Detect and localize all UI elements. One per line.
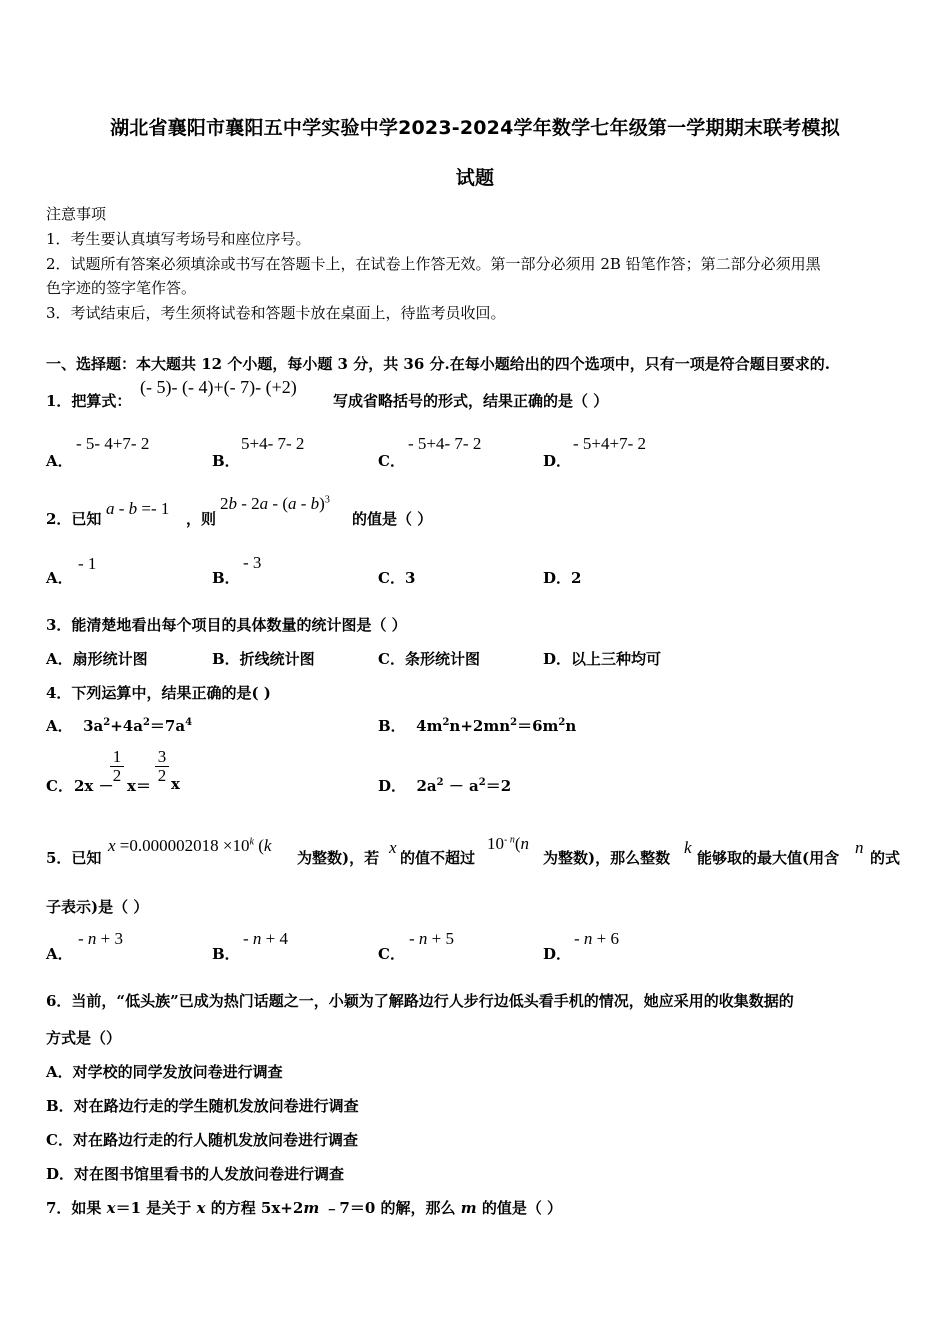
q5-option-b-value: - n + 4 <box>243 929 289 948</box>
q5-text-3: 为整数)，那么整数 <box>543 849 671 867</box>
exam-title-line2: 试题 <box>455 167 495 189</box>
q5-option-b-label: B． <box>212 945 240 963</box>
exam-title-line1: 湖北省襄阳市襄阳五中学实验中学2023-2024学年数学七年级第一学期期末联考模拟 <box>110 117 840 139</box>
q3-option-b: B．折线统计图 <box>212 650 315 668</box>
q2-condition: a - b =- 1 <box>106 499 170 518</box>
q4-option-c-label: C． <box>46 777 73 795</box>
q5-power: $10^{- n}(n$ <box>487 834 530 853</box>
q1-option-b-value: 5+4- 7- 2 <box>241 434 305 453</box>
q5-expression: $x =0.000002018 \times 10^k$ (k <box>108 836 272 855</box>
q3-option-c: C．条形统计图 <box>378 650 480 668</box>
q5-var-k: k <box>684 838 692 857</box>
q5-prefix: 5．已知 <box>46 849 102 867</box>
q2-expression: 2b - 2a - (a - b)$^3$ <box>220 494 330 513</box>
q2-option-d: D．2 <box>543 569 582 587</box>
note-2: 2．试题所有答案必须填涂或书写在答题卡上，在试卷上作答无效。第一部分必须用 2B 铅笔作答；第二部分必须用黑 <box>46 255 821 273</box>
q1-option-c-label: C． <box>378 452 405 470</box>
q1-option-c-value: - 5+4- 7- 2 <box>408 434 482 453</box>
q1-option-b-label: B． <box>212 452 240 470</box>
q4-option-a: A． $3a^2+4a^2=7a^4$ <box>46 717 193 735</box>
q6-option-d: D．对在图书馆里看书的人发放问卷进行调查 <box>46 1165 345 1183</box>
q1-option-d-label: D． <box>543 452 572 470</box>
q2-option-c: C．3 <box>378 569 416 587</box>
q4-option-c-eq: x＝ <box>127 777 151 795</box>
q5-option-a-label: A． <box>46 945 73 963</box>
q3-option-d: D．以上三种均可 <box>543 650 662 668</box>
q1-option-d-value: - 5+4+7- 2 <box>573 434 646 453</box>
q7-stem: 7．如果 x＝1 是关于 x 的方程 5x+2m ﹣7＝0 的解，那么 m 的值是（ ） <box>46 1199 563 1217</box>
q6-option-a: A．对学校的同学发放问卷进行调查 <box>46 1063 283 1081</box>
q4-option-c-2x: 2x － <box>74 777 114 795</box>
q5-text-5: 的式 <box>870 849 901 867</box>
q4-option-c-x: x <box>171 775 180 793</box>
q6-option-c: C．对在路边行走的行人随机发放问卷进行调查 <box>46 1131 358 1149</box>
q2-suffix: 的值是（ ） <box>352 510 433 528</box>
q1-prefix: 1．把算式： <box>46 392 132 410</box>
q4-option-d: D． $2a^2 - a^2=2$ <box>378 777 512 795</box>
q2-option-b-value: - 3 <box>243 553 262 572</box>
q2-then: ，则 <box>186 510 217 528</box>
q5-option-c-value: - n + 5 <box>409 929 455 948</box>
q3-stem: 3．能清楚地看出每个项目的具体数量的统计图是（ ） <box>46 616 407 634</box>
q5-var-x: x <box>389 838 397 857</box>
q5-option-d-label: D． <box>543 945 572 963</box>
q1-suffix: 写成省略括号的形式，结果正确的是（ ） <box>333 392 609 410</box>
notes-heading: 注意事项 <box>46 205 107 223</box>
q6-stem-line1: 6．当前，“低头族”已成为热门话题之一，小颖为了解路边行人步行边低头看手机的情况，她应采用的收集数据的 <box>46 992 794 1010</box>
q5-var-n: n <box>855 838 864 857</box>
q1-expression: (- 5)- (- 4)+(- 7)- (+2) <box>140 377 297 397</box>
q4-fraction-one-half: $\frac{1}{2}$ <box>110 748 124 785</box>
q2-option-a-value: - 1 <box>78 554 97 573</box>
q4-stem: 4．下列运算中，结果正确的是( ) <box>46 684 271 702</box>
note-2-cont: 色字迹的签字笔作答。 <box>46 279 197 297</box>
note-1: 1．考生要认真填写考场号和座位序号。 <box>46 230 311 248</box>
q2-prefix: 2．已知 <box>46 510 102 528</box>
q3-option-a: A．扇形统计图 <box>46 650 148 668</box>
q2-option-a-label: A． <box>46 569 73 587</box>
q5-text-2: 的值不超过 <box>400 849 476 867</box>
q6-option-b: B．对在路边行走的学生随机发放问卷进行调查 <box>46 1097 359 1115</box>
q6-stem-line2: 方式是（） <box>46 1029 122 1047</box>
q4-fraction-three-half: $\frac{3}{2}$ <box>155 748 169 785</box>
q5-option-c-label: C． <box>378 945 405 963</box>
q5-text-4: 能够取的最大值(用含 <box>697 849 840 867</box>
q1-option-a-label: A． <box>46 452 73 470</box>
note-3: 3．考试结束后，考生须将试卷和答题卡放在桌面上，待监考员收回。 <box>46 304 506 322</box>
q2-option-b-label: B． <box>212 569 240 587</box>
section-heading: 一、选择题：本大题共 12 个小题，每小题 3 分，共 36 分.在每小题给出的四个选项中，只有一项是符合题目要求的. <box>46 355 830 373</box>
q5-option-a-value: - n + 3 <box>78 929 124 948</box>
q5-text-1: 为整数)，若 <box>297 849 380 867</box>
q5-text-6: 子表示)是（ ） <box>46 898 149 916</box>
q1-option-a-value: - 5- 4+7- 2 <box>76 434 150 453</box>
q4-option-b: B． $4m^2n+2mn^2=6m^2n$ <box>378 717 577 735</box>
q5-option-d-value: - n + 6 <box>574 929 620 948</box>
